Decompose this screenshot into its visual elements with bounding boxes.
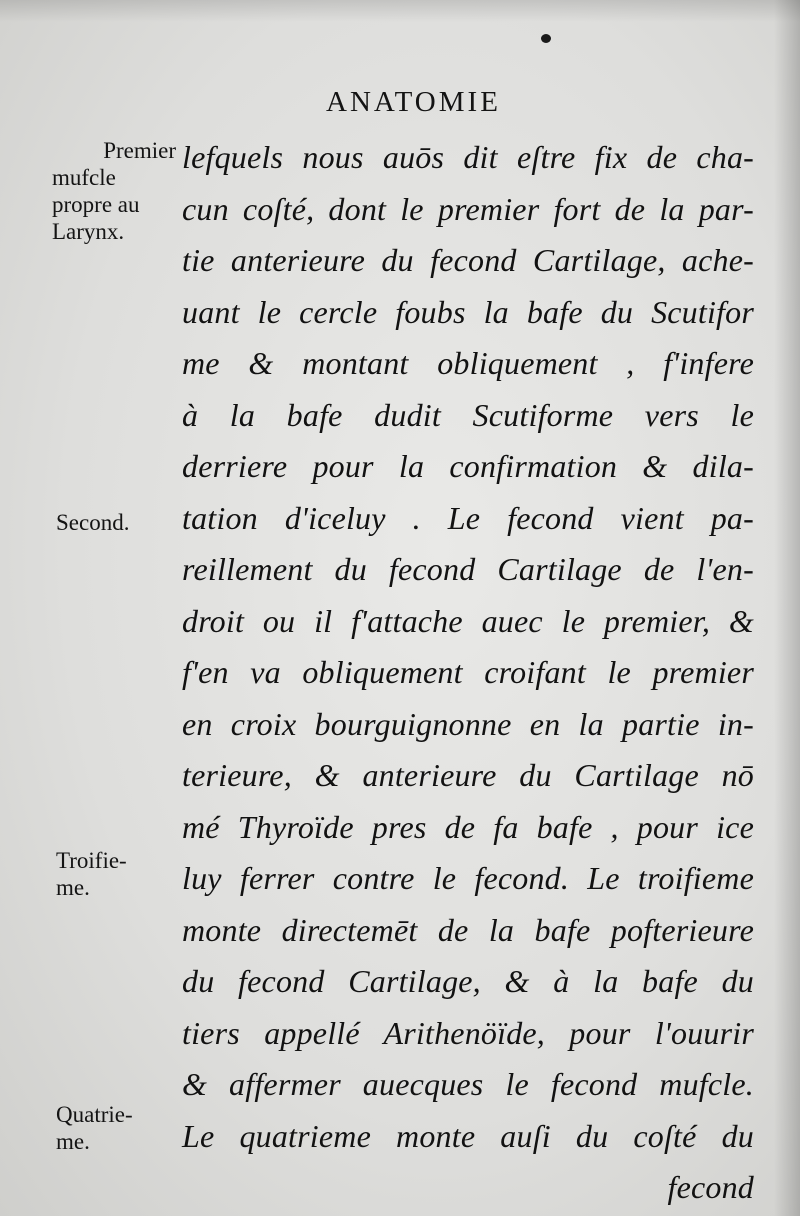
body-line: derriere pour la confirmation & dila- (182, 448, 754, 484)
body-line: tation d'iceluy . Le fecond vient pa- (182, 499, 754, 536)
margin-note-quatrieme (56, 1101, 133, 1155)
body-line: mé Thyroïde pres de fa bafe , pour ice (182, 808, 754, 845)
body-line: uant le cercle foubs la bafe du Scutifor (182, 293, 754, 330)
body-line: reillement du fecond Cartilage de l'en- (182, 551, 754, 587)
body-line: en croix bourguignonne en la partie in- (182, 705, 754, 742)
margin-note-line: mufcle (52, 165, 116, 190)
body-text-block (182, 132, 754, 1214)
margin-note-line: Quatrie- (56, 1102, 133, 1127)
margin-note-premier (52, 137, 176, 245)
body-line: terieure, & anterieure du Cartilage nō (182, 757, 754, 793)
body-line: à la bafe dudit Scutiforme vers le (182, 396, 754, 433)
margin-note-line: Troifie- (56, 848, 127, 873)
body-line: f'en va obliquement croifant le premier (182, 654, 754, 690)
margin-note-line: me. (56, 875, 90, 900)
body-line: luy ferrer contre le fecond. Le troifieme (182, 860, 754, 896)
running-title: ANATOMIE (326, 86, 501, 118)
page-top-shadow (0, 0, 800, 22)
body-line: & affermer auecques le fecond mufcle. (182, 1066, 754, 1102)
page-gutter-shadow (774, 0, 800, 1216)
margin-note-line: me. (56, 1129, 90, 1154)
body-line: du fecond Cartilage, & à la bafe du (182, 963, 754, 999)
margin-note-line: Second. (56, 510, 130, 535)
body-line: tiers appellé Arithenöïde, pour l'ouurir (182, 1014, 754, 1051)
ink-spot (541, 34, 551, 43)
body-line: Le quatrieme monte auſi du coſté du (182, 1117, 754, 1154)
body-line: monte directemēt de la bafe pofterieure (182, 911, 754, 948)
margin-note-line: propre au (52, 192, 140, 217)
margin-note-second (56, 509, 129, 536)
margin-note-troisieme (56, 847, 127, 901)
body-line: cun coſté, dont le premier fort de la par- (182, 190, 754, 227)
body-line: me & montant obliquement , f'infere (182, 345, 754, 381)
margin-note-line: Larynx. (52, 219, 125, 244)
body-line: lefquels nous auōs dit eſtre fix de cha- (182, 139, 754, 175)
body-line: tie anterieure du fecond Cartilage, ache- (182, 242, 754, 278)
margin-note-line: Premier (103, 138, 176, 163)
catchword: fecond (667, 1169, 754, 1205)
body-line: droit ou il f'attache auec le premier, & (182, 602, 754, 639)
